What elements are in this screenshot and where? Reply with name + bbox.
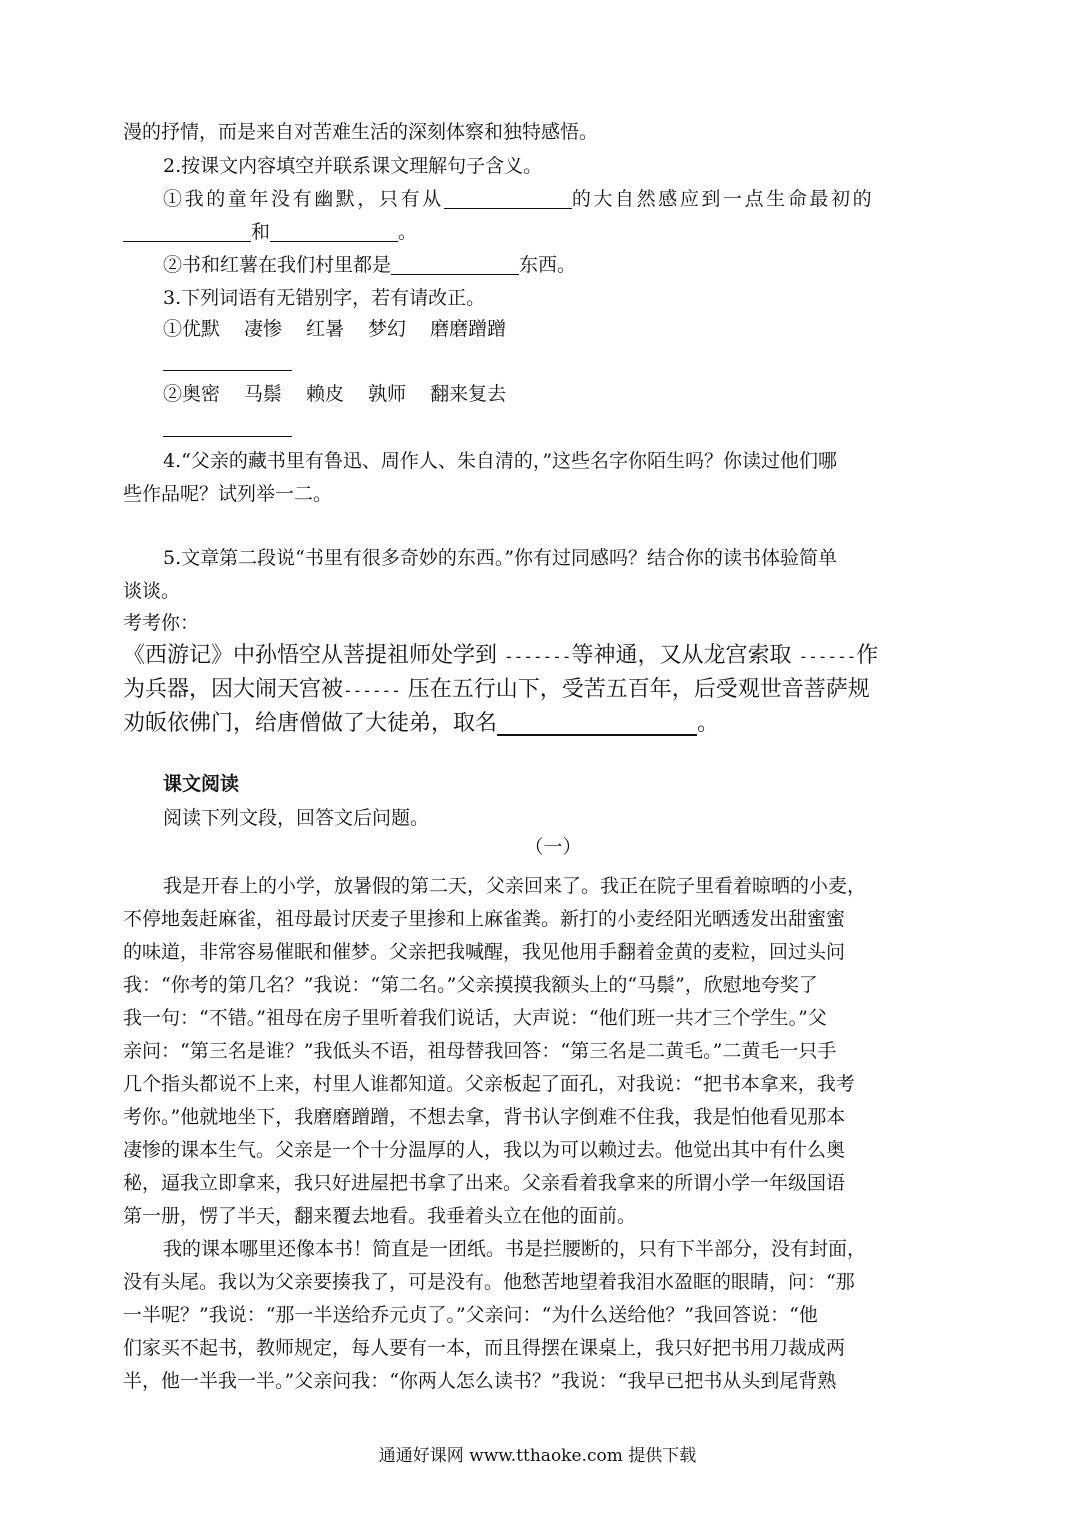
- fill-blank[interactable]: [391, 252, 519, 275]
- fill-blank[interactable]: [497, 708, 697, 736]
- text-span: 作: [856, 643, 879, 668]
- passage-line: 我是开春上的小学，放暑假的第二天，父亲回来了。我正在院子里看着晾晒的小麦，: [163, 875, 867, 897]
- question-3: 3.下列词语有无错别字，若有请改正。: [163, 287, 486, 309]
- text-line: 漫的抒情，而是来自对苦难生活的深刻体察和独特感悟。: [123, 121, 599, 143]
- passage-line: 没有头尾。我以为父亲要揍我了，可是没有。他愁苦地望着我泪水盈眶的眼睛，问：“那: [123, 1271, 855, 1293]
- quiz-label: 考考你：: [123, 612, 200, 634]
- passage-line: 一半呢？”我说：“那一半送给乔元贞了。”父亲问：“为什么送给他？”我回答说：“他: [123, 1304, 818, 1326]
- text-span: 等神通，又从龙宫索取: [571, 643, 799, 668]
- word: 翻来复去: [430, 383, 507, 405]
- question-4: 4.“父亲的藏书里有鲁迅、周作人、朱自清的，”这些名字你陌生吗？你读过他们哪: [163, 450, 838, 472]
- answer-line[interactable]: [163, 436, 292, 437]
- question-5: 5.文章第二段说“书里有很多奇妙的东西。”你有过同感吗？结合你的读书体验简单: [163, 547, 838, 569]
- word: ②奥密: [163, 383, 221, 405]
- answer-line[interactable]: [163, 370, 292, 371]
- page-footer: 通通好课网 www.tthaoke.com 提供下载: [378, 1446, 697, 1466]
- passage-line: 的味道，非常容易催眠和催梦。父亲把我喊醒，我见他用手翻着金黄的麦粒，回过头问: [123, 941, 846, 963]
- passage-line: 们家买不起书，教师规定，每人要有一本，而且得摆在课桌上，我只好把书用刀裁成两: [123, 1337, 846, 1359]
- word: 磨磨蹭蹭: [430, 318, 507, 340]
- dash-blank: ------: [798, 647, 857, 666]
- passage-line: 我的课本哪里还像本书！简直是一团纸。书是拦腰断的，只有下半部分，没有封面，: [163, 1238, 867, 1260]
- passage-line: 半，他一半我一半。”父亲问我：“你两人怎么读书？”我说：“我早已把书从头到尾背熟: [123, 1370, 837, 1392]
- text-span: 劝皈依佛门，给唐僧做了大徒弟，取名: [123, 711, 498, 736]
- question-2-item-1-cont: [123, 216, 963, 249]
- passage-line: 不停地轰赶麻雀，祖母最讨厌麦子里掺和上麻雀粪。新打的小麦经阳光晒透发出甜蜜蜜: [123, 908, 846, 930]
- question-2-item-1: [163, 183, 1003, 216]
- word: 梦幻: [368, 318, 407, 340]
- text-span: 东西。: [519, 254, 577, 276]
- text-span: 为兵器，因大闹天宫被: [123, 677, 344, 702]
- word: 凄惨: [244, 318, 283, 340]
- text-span: 。: [398, 221, 418, 243]
- text-span: ②书和红薯在我们村里都是: [163, 254, 392, 276]
- fill-blank[interactable]: [444, 186, 572, 209]
- passage-line: 凄惨的课本生气。父亲是一个十分温厚的人，我以为可以赖过去。他觉出其中有什么奥: [123, 1139, 846, 1161]
- dash-blank: -------: [504, 647, 572, 666]
- quiz-line-3: [123, 704, 963, 744]
- text-span: 和: [251, 221, 271, 243]
- section-number: （一）: [524, 836, 582, 858]
- text-span: ①我的童年没有幽默，只有从: [163, 188, 444, 210]
- word: ①优默: [163, 318, 221, 340]
- word: 马鬃: [244, 383, 283, 405]
- question-3-words-2: [163, 378, 1003, 411]
- word: 孰师: [368, 383, 407, 405]
- passage-line: 考你。”他就地坐下，我磨磨蹭蹭，不想去拿，背书认字倒难不住我，我是怕他看见那本: [123, 1106, 846, 1128]
- section-heading: 课文阅读: [163, 773, 240, 795]
- text-span: 。: [697, 711, 720, 736]
- passage-line: 我：“你考的第几名？”我说：“第二名。”父亲摸摸我额头上的“马鬃”，欣慰地夸奖了: [123, 974, 818, 996]
- question-4-cont: 些作品呢？试列举一二。: [123, 483, 333, 505]
- word: 赖皮: [306, 383, 345, 405]
- passage-line: 第一册，愣了半天，翻来覆去地看。我垂着头立在他的面前。: [123, 1205, 637, 1227]
- passage-line: 秘，逼我立即拿来，我只好进屋把书拿了出来。父亲看着我拿来的所谓小学一年级国语: [123, 1172, 846, 1194]
- fill-blank[interactable]: [270, 219, 398, 242]
- question-3-words-1: [163, 313, 1003, 346]
- word: 红暑: [306, 318, 345, 340]
- dash-blank: ------: [343, 681, 401, 700]
- question-2: 2.按课文内容填空并联系课文理解句子含义。: [163, 155, 543, 177]
- text-span: 的大自然感应到一点生命最初的: [571, 188, 875, 210]
- text-span: 《西游记》中孙悟空从菩提祖师处学到: [123, 643, 504, 668]
- passage-line: 我一句：“不错。”祖母在房子里听着我们说话，大声说：“他们班一共才三个学生。”父: [123, 1007, 827, 1029]
- instruction: 阅读下列文段，回答文后问题。: [163, 807, 430, 829]
- text-span: 压在五行山下，受苦五百年，后受观世音菩萨规: [400, 677, 870, 702]
- passage-line: 几个指头都说不上来，村里人谁都知道。父亲板起了面孔，对我说：“把书本拿来，我考: [123, 1073, 855, 1095]
- fill-blank[interactable]: [123, 219, 251, 242]
- question-5-cont: 谈谈。: [123, 580, 181, 602]
- question-2-item-2: [163, 249, 1003, 282]
- passage-line: 亲问：“第三名是谁？”我低头不语，祖母替我回答：“第三名是二黄毛。”二黄毛一只手: [123, 1040, 837, 1062]
